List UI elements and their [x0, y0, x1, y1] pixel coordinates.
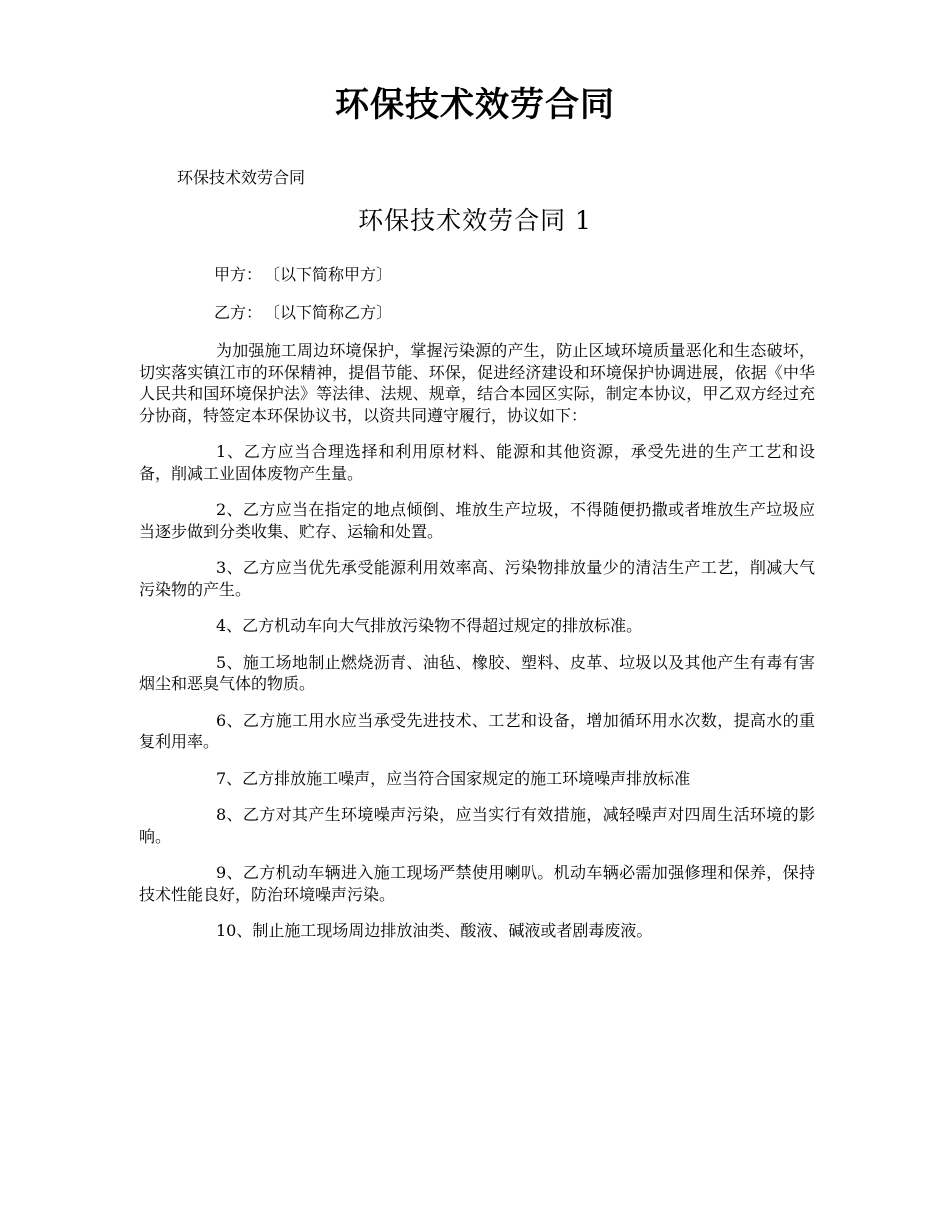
party-b-line: [214, 301, 392, 325]
clause-paragraph: 9、乙方机动车辆进入施工现场严禁使用喇叭。机动车辆必需加强修理和保养，保持技术性能良好，防治环境噪声污染。: [139, 863, 815, 904]
party-b-label: 乙方：: [214, 303, 263, 322]
clause-paragraph: 4、乙方机动车向大气排放污染物不得超过规定的排放标准。: [216, 616, 643, 635]
clause-paragraph: 6、乙方施工用水应当承受先进技术、工艺和设备，增加循环用水次数，提高水的重复利用率。: [139, 710, 815, 751]
clause-paragraph: 10、制止施工现场周边排放油类、酸液、碱液或者剧毒废液。: [216, 921, 653, 940]
clause-paragraph: 3、乙方应当优先承受能源利用效率高、污染物排放量少的清洁生产工艺，削减大气污染物的产生。: [139, 558, 815, 599]
party-a-note: 〔以下简称甲方〕: [272, 265, 393, 284]
contract-body: [139, 340, 815, 957]
intro-paragraph: 为加强施工周边环境保护，掌握污染源的产生，防止区域环境质量恶化和生态破坏，切实落实镇江市的环保精神，提倡节能、环保，促进经济建设和环境保护协调进展，依据《中华人民共和国环境保护法》等法律、法规、规章，结合本园区实际，制定本协议，甲乙双方经过充分协商，特签定本环保协议书，以资共同遵守履行，协议如下：: [139, 341, 815, 425]
document-subheading: 环保技术效劳合同: [177, 168, 306, 187]
document-title: 环保技术效劳合同: [335, 85, 615, 125]
clause-paragraph: 7、乙方排放施工噪声，应当符合国家规定的施工环境噪声排放标准: [216, 768, 691, 788]
clause-paragraph: 2、乙方应当在指定的地点倾倒、堆放生产垃圾，不得随便扔撒或者堆放生产垃圾应当逐步做到分类收集、贮存、运输和处置。: [139, 500, 815, 541]
section-title: 环保技术效劳合同 1: [358, 206, 592, 235]
party-b-note: 〔以下简称乙方〕: [272, 303, 393, 322]
party-a-line: [214, 263, 392, 287]
clause-paragraph: 1、乙方应当合理选择和利用原材料、能源和其他资源，承受先进的生产工艺和设备，削减工业固体废物产生量。: [139, 442, 815, 483]
clause-paragraph: 5、施工场地制止燃烧沥青、油毡、橡胶、塑料、皮革、垃圾以及其他产生有毒有害烟尘和恶臭气体的物质。: [139, 652, 815, 693]
party-a-label: 甲方：: [214, 265, 263, 284]
clause-paragraph: 8、乙方对其产生环境噪声污染，应当实行有效措施，减轻噪声对四周生活环境的影响。: [139, 805, 815, 846]
